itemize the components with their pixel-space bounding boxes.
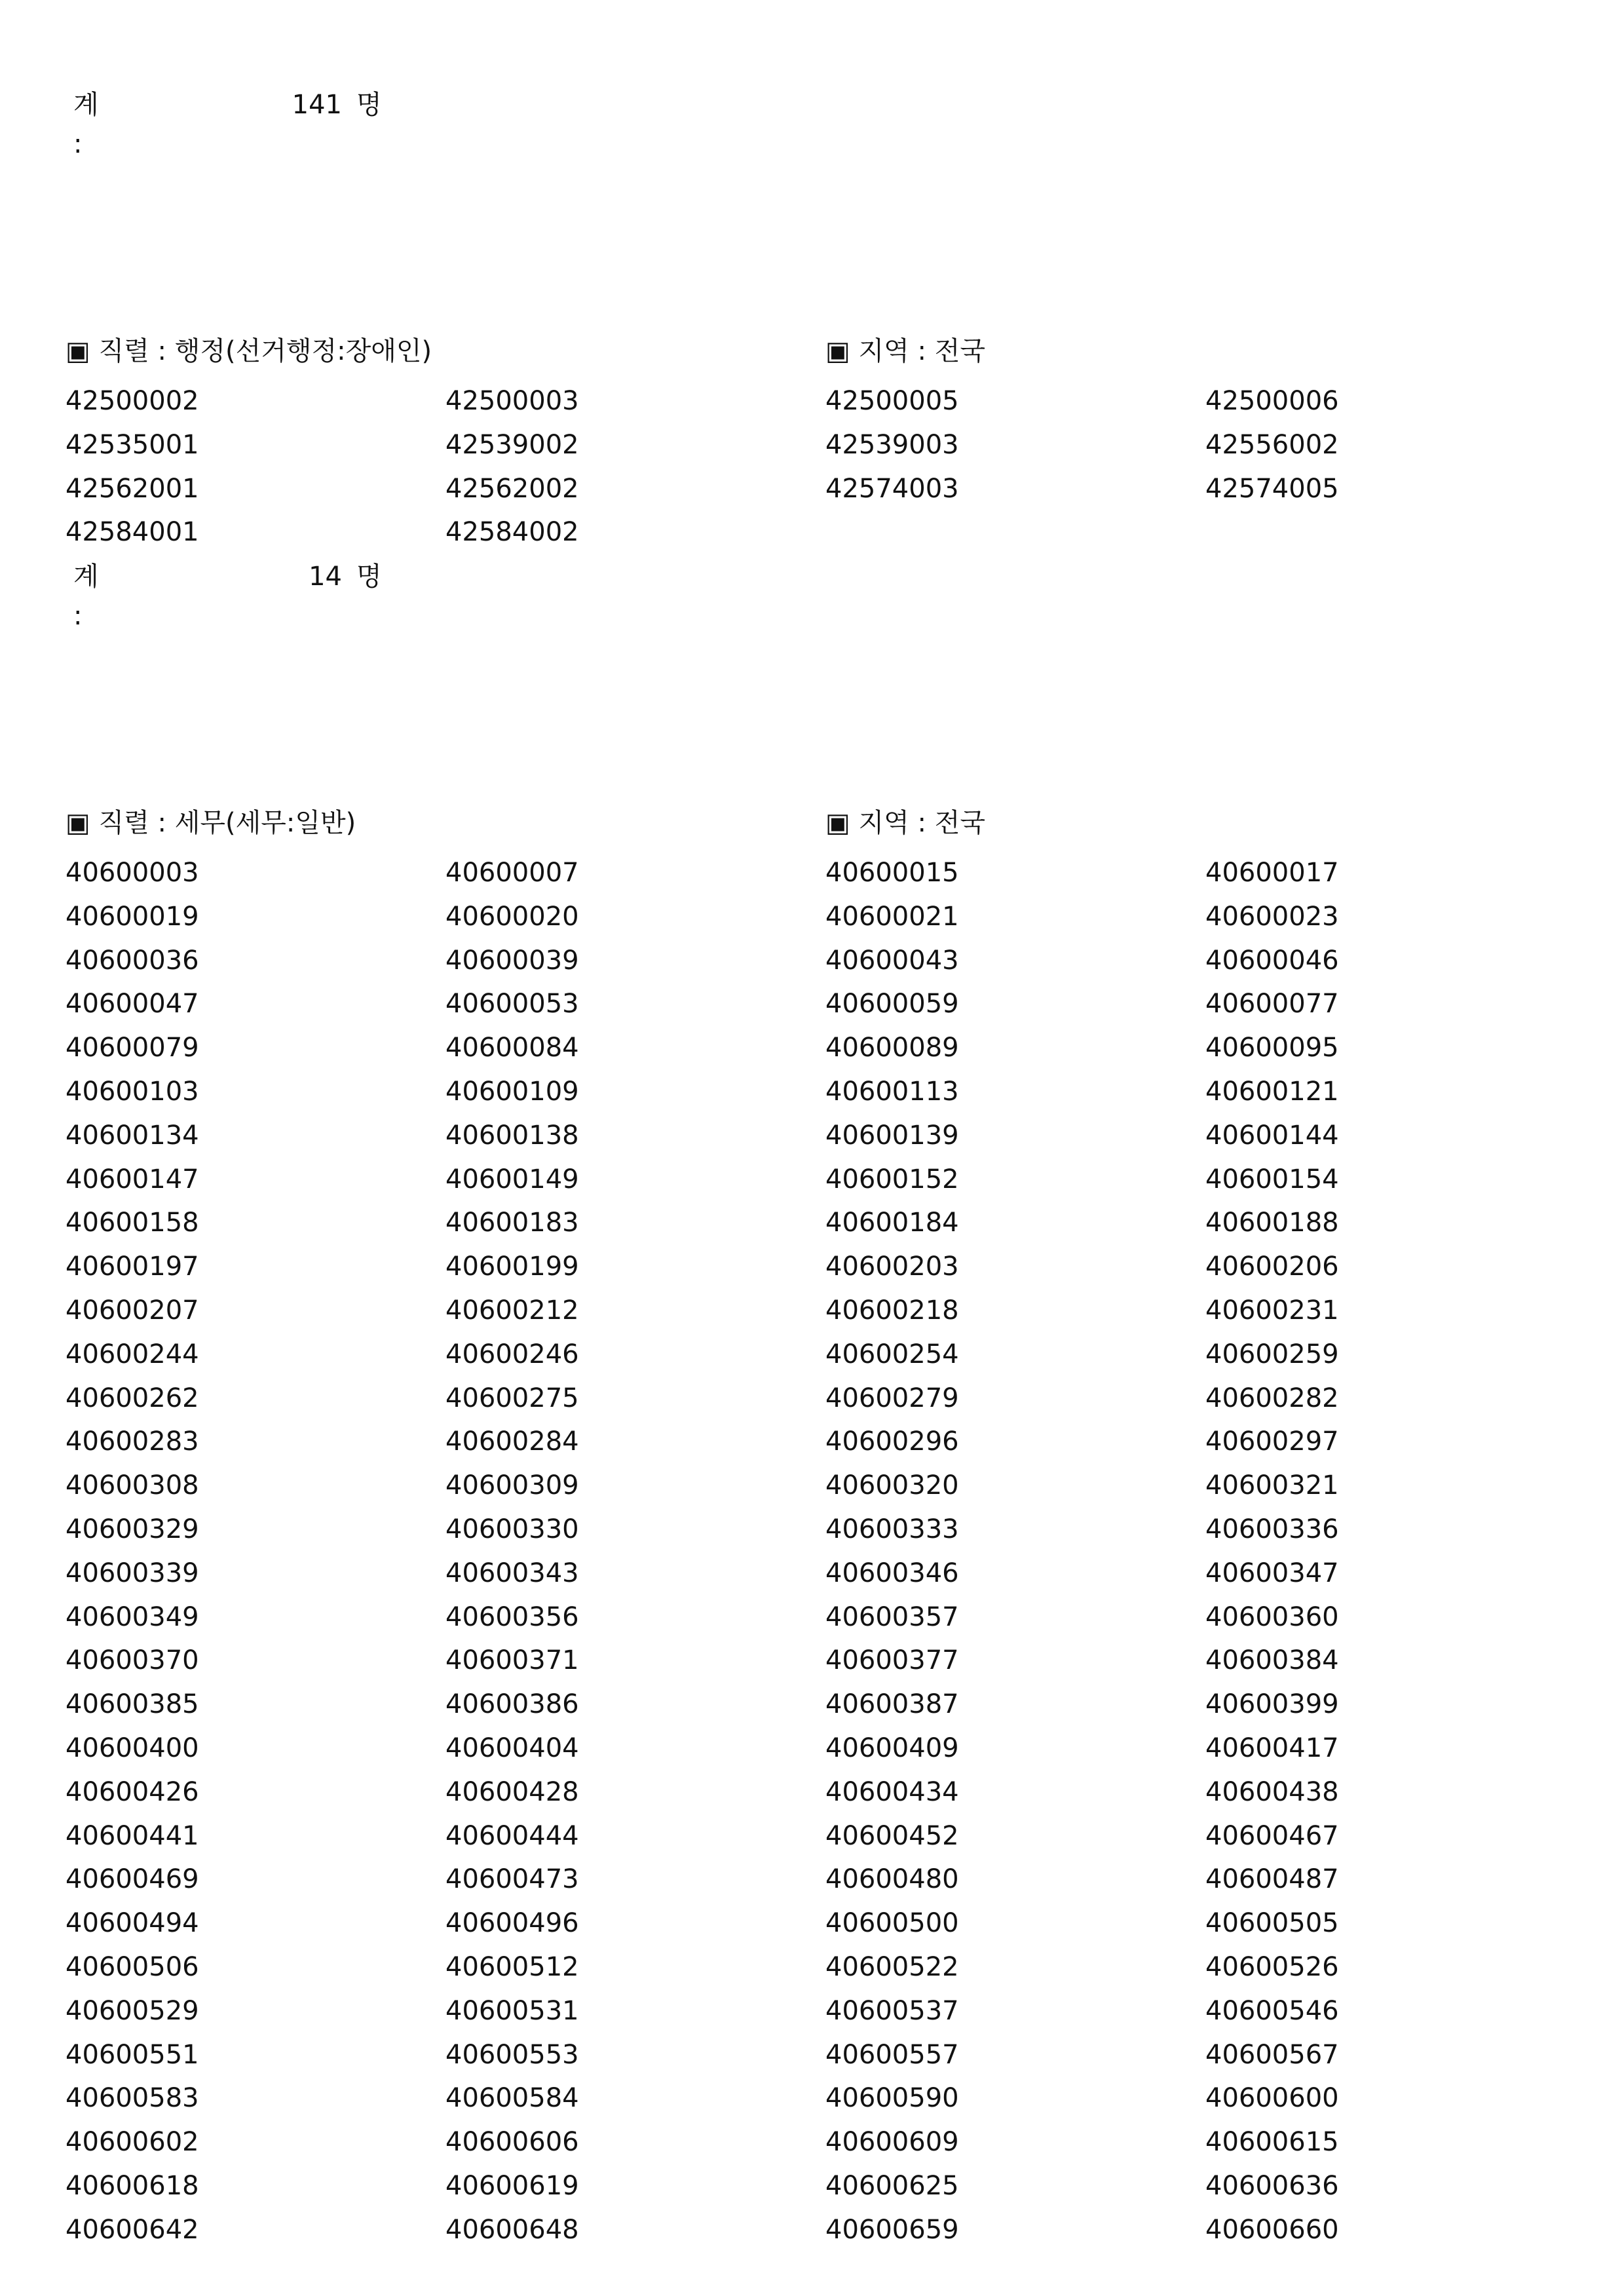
region-label: ▣ 지역 : 전국 — [825, 808, 985, 838]
candidate-number: 40600015 — [825, 858, 959, 888]
candidate-number: 40600154 — [1205, 1164, 1339, 1195]
candidate-number: 40600103 — [66, 1077, 199, 1107]
candidate-number: 40600385 — [66, 1689, 199, 1720]
candidate-number: 40600387 — [825, 1689, 959, 1720]
candidate-number: 40600218 — [825, 1295, 959, 1326]
candidate-number: 40600113 — [825, 1077, 959, 1107]
candidate-number: 40600297 — [1205, 1426, 1339, 1457]
candidate-number: 40600346 — [825, 1558, 959, 1588]
candidate-number: 42584001 — [66, 517, 199, 548]
candidate-number: 40600600 — [1205, 2083, 1339, 2114]
candidate-number: 40600139 — [825, 1120, 959, 1151]
candidate-number: 40600584 — [445, 2083, 579, 2114]
candidate-number: 40600036 — [66, 945, 199, 976]
candidate-number: 42584002 — [445, 517, 579, 548]
candidate-number: 40600347 — [1205, 1558, 1339, 1588]
candidate-number: 40600053 — [445, 989, 579, 1020]
candidate-number: 40600467 — [1205, 1820, 1339, 1851]
candidate-number: 42556002 — [1205, 429, 1339, 460]
candidate-number: 40600360 — [1205, 1601, 1339, 1632]
candidate-number: 40600529 — [66, 1995, 199, 2026]
candidate-number: 40600254 — [825, 1339, 959, 1369]
candidate-number: 42500006 — [1205, 386, 1339, 416]
candidate-number: 40600308 — [66, 1470, 199, 1501]
total-unit: 명 — [356, 90, 382, 120]
candidate-number: 40600531 — [445, 1995, 579, 2026]
candidate-number: 40600320 — [825, 1470, 959, 1501]
candidate-number: 40600404 — [445, 1733, 579, 1763]
candidate-number: 40600438 — [1205, 1776, 1339, 1807]
candidate-number: 40600043 — [825, 945, 959, 976]
candidate-number: 42562002 — [445, 473, 579, 504]
candidate-number: 40600444 — [445, 1820, 579, 1851]
candidate-number: 40600546 — [1205, 1995, 1339, 2026]
candidate-number: 40600147 — [66, 1164, 199, 1195]
candidate-number: 40600557 — [825, 2039, 959, 2070]
candidate-number: 40600615 — [1205, 2127, 1339, 2158]
candidate-number: 40600188 — [1205, 1208, 1339, 1238]
candidate-number: 40600321 — [1205, 1470, 1339, 1501]
candidate-number: 40600144 — [1205, 1120, 1339, 1151]
series-label: ▣ 직렬 : 세무(세무:일반) — [66, 808, 356, 838]
candidate-number: 40600262 — [66, 1383, 199, 1413]
candidate-number: 40600551 — [66, 2039, 199, 2070]
total-count: 14 — [309, 562, 342, 592]
candidate-number: 40600019 — [66, 901, 199, 932]
candidate-number: 40600506 — [66, 1952, 199, 1982]
candidate-number: 40600625 — [825, 2171, 959, 2201]
candidate-number: 40600138 — [445, 1120, 579, 1151]
candidate-number: 40600212 — [445, 1295, 579, 1326]
region-label: ▣ 지역 : 전국 — [825, 336, 985, 366]
candidate-number: 40600077 — [1205, 989, 1339, 1020]
candidate-number: 40600275 — [445, 1383, 579, 1413]
candidate-number: 40600473 — [445, 1864, 579, 1895]
candidate-number: 40600203 — [825, 1252, 959, 1282]
candidate-number: 40600452 — [825, 1820, 959, 1851]
candidate-number: 40600046 — [1205, 945, 1339, 976]
candidate-number: 40600149 — [445, 1164, 579, 1195]
candidate-number: 40600606 — [445, 2127, 579, 2158]
candidate-number: 40600636 — [1205, 2171, 1339, 2201]
candidate-number: 40600400 — [66, 1733, 199, 1763]
candidate-number: 40600003 — [66, 858, 199, 888]
total-unit: 명 — [356, 562, 382, 592]
candidate-number: 40600409 — [825, 1733, 959, 1763]
total-label: 계 : — [73, 90, 99, 159]
candidate-number: 40600183 — [445, 1208, 579, 1238]
candidate-number: 40600370 — [66, 1645, 199, 1676]
candidate-number: 40600279 — [825, 1383, 959, 1413]
candidate-number: 40600349 — [66, 1601, 199, 1632]
candidate-number: 40600417 — [1205, 1733, 1339, 1763]
candidate-number: 40600197 — [66, 1252, 199, 1282]
candidate-number: 40600426 — [66, 1776, 199, 1807]
candidate-number: 40600494 — [66, 1908, 199, 1939]
candidate-number: 42500003 — [445, 386, 579, 416]
candidate-number: 40600206 — [1205, 1252, 1339, 1282]
candidate-number: 40600590 — [825, 2083, 959, 2114]
candidate-number: 40600084 — [445, 1033, 579, 1063]
candidate-number: 40600609 — [825, 2127, 959, 2158]
candidate-number: 40600152 — [825, 1164, 959, 1195]
series-label: ▣ 직렬 : 행정(선거행정:장애인) — [66, 336, 432, 366]
candidate-number: 40600020 — [445, 901, 579, 932]
candidate-number: 40600642 — [66, 2214, 199, 2245]
candidate-number: 40600047 — [66, 989, 199, 1020]
candidate-number: 40600207 — [66, 1295, 199, 1326]
candidate-number: 42574003 — [825, 473, 959, 504]
total-count: 141 — [292, 90, 342, 120]
candidate-number: 42539003 — [825, 429, 959, 460]
candidate-number: 40600246 — [445, 1339, 579, 1369]
candidate-number: 40600386 — [445, 1689, 579, 1720]
candidate-number: 40600079 — [66, 1033, 199, 1063]
candidate-number: 40600329 — [66, 1514, 199, 1544]
candidate-number: 40600619 — [445, 2171, 579, 2201]
candidate-number: 40600648 — [445, 2214, 579, 2245]
candidate-number: 40600618 — [66, 2171, 199, 2201]
candidate-number: 40600434 — [825, 1776, 959, 1807]
candidate-number: 40600512 — [445, 1952, 579, 1982]
candidate-number: 42539002 — [445, 429, 579, 460]
candidate-number: 42500005 — [825, 386, 959, 416]
candidate-number: 40600095 — [1205, 1033, 1339, 1063]
candidate-number: 40600660 — [1205, 2214, 1339, 2245]
candidate-number: 40600567 — [1205, 2039, 1339, 2070]
candidate-number: 40600059 — [825, 989, 959, 1020]
candidate-number: 40600336 — [1205, 1514, 1339, 1544]
candidate-number: 40600553 — [445, 2039, 579, 2070]
candidate-number: 40600158 — [66, 1208, 199, 1238]
candidate-number: 40600333 — [825, 1514, 959, 1544]
candidate-number: 40600244 — [66, 1339, 199, 1369]
candidate-number: 40600526 — [1205, 1952, 1339, 1982]
total-label: 계 : — [73, 562, 99, 631]
candidate-number: 40600480 — [825, 1864, 959, 1895]
candidate-number: 40600282 — [1205, 1383, 1339, 1413]
candidate-number: 40600428 — [445, 1776, 579, 1807]
candidate-number: 40600039 — [445, 945, 579, 976]
candidate-number: 40600377 — [825, 1645, 959, 1676]
candidate-number: 40600537 — [825, 1995, 959, 2026]
candidate-number: 40600023 — [1205, 901, 1339, 932]
candidate-number: 40600007 — [445, 858, 579, 888]
candidate-number: 40600339 — [66, 1558, 199, 1588]
candidate-number: 40600659 — [825, 2214, 959, 2245]
candidate-number: 40600089 — [825, 1033, 959, 1063]
candidate-number: 40600296 — [825, 1426, 959, 1457]
candidate-number: 40600500 — [825, 1908, 959, 1939]
candidate-number: 40600184 — [825, 1208, 959, 1238]
candidate-number: 40600330 — [445, 1514, 579, 1544]
candidate-number: 40600371 — [445, 1645, 579, 1676]
candidate-number: 40600284 — [445, 1426, 579, 1457]
candidate-number: 40600441 — [66, 1820, 199, 1851]
candidate-number: 40600283 — [66, 1426, 199, 1457]
candidate-number: 40600199 — [445, 1252, 579, 1282]
candidate-number: 40600522 — [825, 1952, 959, 1982]
candidate-number: 40600134 — [66, 1120, 199, 1151]
candidate-number: 40600259 — [1205, 1339, 1339, 1369]
candidate-number: 42535001 — [66, 429, 199, 460]
candidate-number: 40600309 — [445, 1470, 579, 1501]
section-header-tax — [66, 803, 1572, 843]
candidate-number: 40600231 — [1205, 1295, 1339, 1326]
candidate-number: 40600357 — [825, 1601, 959, 1632]
candidate-number: 40600399 — [1205, 1689, 1339, 1720]
candidate-number: 40600384 — [1205, 1645, 1339, 1676]
candidate-number: 40600343 — [445, 1558, 579, 1588]
candidate-number: 40600602 — [66, 2127, 199, 2158]
candidate-number: 42574005 — [1205, 473, 1339, 504]
section-header-admin — [66, 332, 1572, 371]
candidate-number: 40600487 — [1205, 1864, 1339, 1895]
candidate-number: 40600121 — [1205, 1077, 1339, 1107]
candidate-number: 42562001 — [66, 473, 199, 504]
candidate-number: 40600021 — [825, 901, 959, 932]
candidate-number: 40600017 — [1205, 858, 1339, 888]
candidate-number: 40600505 — [1205, 1908, 1339, 1939]
candidate-number: 40600109 — [445, 1077, 579, 1107]
candidate-number: 42500002 — [66, 386, 199, 416]
candidate-number: 40600469 — [66, 1864, 199, 1895]
candidate-number: 40600583 — [66, 2083, 199, 2114]
candidate-number: 40600356 — [445, 1601, 579, 1632]
candidate-number: 40600496 — [445, 1908, 579, 1939]
